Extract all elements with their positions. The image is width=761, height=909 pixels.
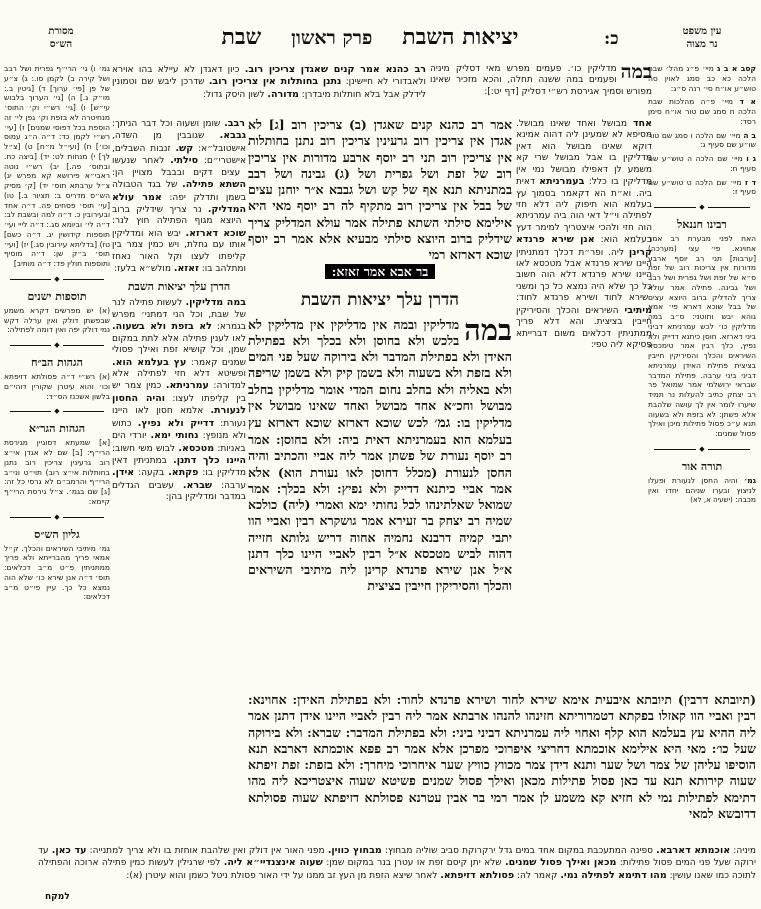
rashi-dibur-body: יבש הוא ומדליקין אותו עם גחלת, ויש כמין צמר בין קליפתו לעצו וקל האור נאחז ומתלהב בו: (112, 228, 246, 275)
rashi-dibur-body: כתוש ולא מנופץ: (112, 418, 246, 442)
rashi-dibur-body: אלמא חסון לאו היינו נעורת: (112, 406, 246, 429)
rashi-dibur-body: נר צריך שידליק ברוב היוצא מגוף הפתילה חוץ לנר: (112, 204, 242, 227)
rashi-dibur-body: כמין צמר יש בין קליפתו לעצו: (112, 381, 246, 404)
rashi-dibur-head: נתנן בחותלות אין צריכין רוב. (208, 76, 342, 88)
rashi-dibur-head: נחותי ימא. (150, 430, 199, 442)
rabbeinu-chananel-title: רבינו חננאל (677, 218, 727, 231)
ein-mishpat-body: מיי׳ פ״ג מהל׳ שבת הלכה כא כב סמג לאוין סה טוש״ע או״ח סי׳ רנה ס״ג: (648, 64, 756, 93)
rashi-dibur-head: סילתי. (170, 155, 199, 167)
tosafot-opening-word: במה (620, 64, 652, 83)
rashi-dibur-head: עץ בעלמא הוא. (112, 356, 187, 368)
rashi-dibur-head: היינו כלך דתנן. (173, 454, 246, 466)
section-divider: ◆ (10, 408, 104, 415)
rashi-dibur-head: גבבא. (219, 130, 246, 142)
mishnah-text: מדליקין ובמה אין מדליקין אין מדליקין לא בלכש ולא בחוסן ולא בכלך ולא בפתילת האידן ולא בפתילת המדבר ולא בירוקה שעל פני המים ולא בזפת ולא בשעוה ולא בשמן קיק ולא בשמן שריפה ולא באליה ולא בחלב נחום המדי אומר מדליקין בחלב מבושל וחכ״א אחד מבושל ואחד שאינו מבושל אין מדליקין בו: (248, 316, 512, 430)
rashi-dibur-body: ספינה המתעכבת במקום אחד במים גדל ירקרוקת סביב שוליה מבחוץ: (381, 846, 653, 856)
rashi-dibur-head: אוכמתא דארבא. (656, 845, 731, 856)
rashi-dibur-body: לשון היסק גדול: (203, 89, 265, 100)
ein-mishpat-entry (648, 64, 756, 93)
rashi-dibur-head: עמרניתא. (165, 380, 209, 392)
tosafot-column (516, 118, 652, 686)
tosafot-yeshanim-text: (א) יש מפרשים דקרא משמע שבפשתן דולק ואין ערלה דקש נמי דולק יפה ואין דומה לפתילה: (4, 305, 110, 335)
section-divider: ◆ (654, 204, 750, 211)
rashi-dibur-body: קאמר לה: (514, 870, 558, 881)
tosafot-dibur-head: אנן שירא פרנדא קרינן (516, 234, 652, 258)
rashi-dibur-head: מכאן ואילך פסול שמנים. (505, 857, 617, 869)
rashi-dibur-body: ערבה: (212, 480, 246, 491)
ein-mishpat-ref: ב ה (743, 130, 756, 140)
hagahot-habach-title: הגהות הב״ח (31, 356, 83, 369)
rashi-dibur-head: זאזא. (173, 263, 199, 275)
masoret-header-line2: הש״ס (49, 38, 73, 50)
gemara-column (248, 117, 512, 691)
rashi-text-a (112, 118, 246, 275)
torah-or-text (648, 476, 756, 506)
tosafot-yeshanim-title: תוספות ישנים (27, 289, 87, 303)
rashi-dibur-body: של בגד הטבולה בשמן ותדלק יפה: (112, 180, 246, 203)
rashi-dibur-body: בקעה: (134, 468, 165, 479)
rashi-dibur-head: שוכא דארזא. (185, 227, 246, 239)
rashi-dibur-head: רבב. (224, 118, 246, 129)
rashi-hadran: הדרן עלך יציאות השבת (127, 280, 231, 294)
tosafot-dibur-body: ליה. ופר״ת דכלך דמתניתין היינו שירא פרנדא אבל מטכסא לאו היינו שירא פרנדא דלא הוה חשוב כל כך שלא היה נמצא כל כך ומשני שירא לחוד ושירא פרנדא לחוד: (516, 247, 652, 304)
gemara-last-word: למאי (688, 805, 714, 821)
rashi-dibur-body: במתניתין דאין מדליקין בו: (112, 455, 246, 479)
section-divider: ◆ (654, 446, 750, 453)
rashi-dibur-head: מבחוץ כווין. (327, 845, 382, 856)
rabbeinu-chananel-text: האח לפני מבערת רב אמר אחוינא. פי׳ עצי (מערכה) [ערבות] תני רב יוסף ארבע מדורות אין צריכות רוב של זפת ס״א של זפת ושל גפרית ושל רבב ושל גבינה. פתילה אמר עולא צריך להדליק ברוב היוצא עצים של בבל שוכא דארא פי׳ אמא גוהא יבש וחוטני: ס״ב במה מדליקין כו׳ לכש עמרניתא דביני ביני דארזא. חוסן כיתנא דדייק ולא נפיץ, כלך רבין אמר טימכסא השיראים והכלך והסיריקין חייבין בציצית פתילת האידן עמרניתא דביני ביני ערבה. פתילת המדבר שבראי ירושלמי אמר שמואל פר רב יצחק כתיב להעלות נר תמיד שיערו לומר אין לך עושה שלהבת אלא פשתן: לא בזפת ולא בשעוה תנא ע״כ פסול פתילות מיכן ואילך פסול שמנים: (648, 234, 756, 438)
ein-mishpat-body: מיי׳ שם הלכה ה טוש״ע שם סעיף ח: (648, 154, 756, 173)
tosafot-dibur-body: מדליקין כו׳. פעמים מפרש מאי דסליק מיניה ופעמים במה ששנה תחלה, והכא מזכיר שאינו מפורש וסמיך אגירסת רש״י דסליק [דף יט:]: (430, 64, 652, 97)
rashi-dibur-body: לאו לענין פתילה אלא לתת במקום שמן, וכל קושיא זפת ואילך פסולי שמנים קאמר: (112, 333, 246, 368)
masoret-header-line1: מסורת (48, 26, 74, 37)
rashi-dibur-head: אמר עולא המדליק. (112, 191, 246, 215)
gilyon-hashas-title: גליון הש״ס (34, 527, 80, 541)
right-margin-column (648, 64, 756, 684)
rashi-dibur-body: לעשות פתילה לנר של שבת, וכל הני דמתני׳ מפרש בגמרא: (112, 298, 246, 333)
rashi-dibur-head: שעוה אינצנדיי״א ליה. (223, 857, 323, 869)
rashi-text-b (112, 297, 246, 503)
section-divider: ◆ (10, 514, 104, 521)
ein-mishpat-header (652, 26, 752, 51)
rashi-dibur-body: לאחר שנעשו עצים דקים ובבבל מצויין הן: (112, 156, 241, 178)
ein-mishpat-entry (648, 97, 756, 126)
rashi-dibur-body: שומן ושעוה וכל דבר הניתך: (112, 119, 221, 129)
rashi-dibur-head: פסולתא דזיפתא. (440, 869, 515, 881)
rashi-dibur-head: פקתא. (168, 467, 199, 479)
gemara-sugya-3-text: (תיובתא דרבין) תיובתא איבעית אימא שירא לחוד ושירא פרנדא לחוד: ולא בפתילת האידן: אחוינא: רבין ואביי הוו קאזלו בפקתא דטמרוריתא חזינהו להנהו ארבתא אמר ליה רבין לאביי היינו אידן דתנן אמר ליה ההיא עץ בעלמא הוא קלף ואחוי ליה עמרניתא דביני ביני: ולא בפתילת המדבר: שברא: ולא בירוקה שעל כו׳: מאי היא אילימא אוכמתא דחריצי איפרוכי מפרכן אלא אמר רב פפא אוכמתא דארבא תנא הוסיפו עליהן של צמר ושל שער ותנא דידן צמר מכווץ כוויץ שער איחרוכי מיחרך: ולא בזפת: זפת זיפתא שעוה קירותא תנא עד כאן פסול פתילות מכאן ואילך פסול שמנים פשיטא שעוה איצטריכא ליה מהו דתימא לפתילות נמי לא חזיא קא משמע לן אמר רמי בר אבין עטרנא פסולתא דזיפתא שעוה פסולתא דדובשא (248, 692, 756, 821)
tosafot-text (516, 118, 652, 351)
torah-or-marker: גמ׳ (743, 475, 756, 485)
rashi-dibur-head: והיה החסון לנעורת. (112, 392, 246, 417)
masoret-header (22, 26, 100, 51)
rashi-dibur-body: ופשיטא דלא חזי לפתילה אלא למדורה: (112, 369, 246, 392)
hagahot-hagra-text: [א] שמעתא דסוגיין מגירסת הרי״ף: [ב] שם לא אגדן אי״צ רוב גרעינין צריכין רוב נתנן בחותלות אי״צ רוב) תוי״ט וני״ב הרי״ף והרמב״ם לא גרסי כל זה: [ג] שם בגמ׳. צ״ל גירסת הרי״ף קיימא: (4, 438, 110, 506)
ein-mishpat-ref: א ד (739, 97, 756, 107)
gemara-wide-section (248, 692, 756, 840)
ein-mishpat-body: מיי׳ שם הלכה ט טוש״ע שם סעיף ז: (648, 177, 756, 197)
section-divider: ◆ (10, 342, 104, 349)
mishnah-opening-word: במה (464, 312, 512, 347)
rashi-dibur-head: עד כאן. (51, 845, 87, 856)
left-margin-column (4, 64, 110, 846)
ein-mishpat-header-line2: נר מצוה (686, 38, 718, 50)
gemara-sugya-1: אמר רב כהנא קנים שאגדן (ב) צריכין רוב [ג] לא אגדן אין צריכין רוב גרעינין צריכין רוב נתנן בחותלות אין צריכין רוב תני רב יוסף ארבע מדורות אין צריכין רוב של זפת ושל גפרית ושל (ג) גבינה ושל רבב במתניתא תנא אף של קש ושל גבבא א״ר יוחנן עצים של בבל אין צריכין רוב מתקיף לה רב יוסף מאי היא אילימא סילתי השתא פתילה אמר עולא המדליק צריך שידליק ברוב היוצא סילתי מבעיא אלא אמר רב יוסף שוכא דארזא רמי (248, 117, 512, 262)
rashi-dibur-body: כיון דאגדן לא עיילא בהו אוירא ולאבדורי לא חיישינן: (112, 65, 426, 88)
ein-mishpat-entry (648, 154, 756, 174)
rashi-dibur-body: מפני האור אין דולק ואין שלהבת אוחזת בו ולא צריך למתנייה: (86, 846, 325, 856)
rashi-dibur-head: שברא. (182, 479, 213, 491)
rashi-column (112, 118, 246, 844)
rashi-bottom-lines (38, 845, 756, 891)
tosafot-top-lines (430, 64, 652, 116)
tosafot-dibur-body: השיראים והכלך והסיריקין חייבין בציצית. והא דלא פריך ממתניתין דכלאים משום דברייתא פסיקא ליה טפי: (516, 305, 652, 351)
rashi-dibur-body: לאחר שיצא הזפת מן העץ זב ממנו על ידי האור פסולת ניטל כשמן והוא עיטרן (א): (126, 870, 438, 881)
rashi-dibur-head: השתא פתילה. (182, 179, 246, 191)
tosafot-dibur-body: מבושל ואחד שאינו מבושל. מסיפא לא שמעינן ליה דהוה אמינא דוקא שאינו מבושל הוא דאין מדליקין בו אבל מבושל שרי קא משמע לן דאפילו מבושל נמי אין מדליקין בו כלל: (516, 119, 652, 188)
hagahot-habach-text: (א) רש״י ד״ה פסולתא דזיפתא וכו׳ והוא עיטרן שקורין דוהי״ם בלשון אשכנז הס״ד: (4, 372, 110, 401)
rashi-dibur-head: מטכסא. (178, 442, 215, 454)
rashi-dibur-body: עד ירוקה שעל פני המים פסול פתילות: (38, 846, 756, 869)
daf-number: כ: (604, 29, 619, 49)
rashi-dibur-body: לבוש משי חשוב: (112, 443, 176, 454)
search-highlight: בר אבא אמר זאזא: (325, 264, 436, 279)
perek-title: יציאות השבת (402, 24, 519, 50)
section-divider: ◆ (10, 276, 104, 283)
torah-or-verse: והיה החסן לנעורת ופעלו לניצוץ ובערו שניהם יחדו ואין מכבה: (648, 475, 756, 505)
ein-mishpat-header-line1: עין משפט (682, 26, 722, 37)
rashi-dibur-body: עשבים הגדלים במדבר ומדליקין בהן: (112, 480, 246, 503)
ein-mishpat-entry (648, 131, 756, 151)
rashi-dibur-body: שלא יתן קיסם זפת או עטרן בנר במקום שמן: (322, 858, 502, 869)
rashi-dibur-head: במה מדליקין. (185, 297, 246, 309)
page-title-row (150, 24, 590, 50)
rashi-dibur-body: מולש״א בלעז: (114, 264, 171, 275)
ein-mishpat-entries (648, 64, 756, 197)
rashi-dibur-body: זנבות השבלים, אישטרי״ם: (112, 143, 246, 167)
ein-mishpat-ref: ג ו (746, 154, 756, 163)
catchword: למקח (45, 892, 70, 902)
masoret-hashas-text: גמ׳ ו) גי׳ הרי״ף גפרית ושל רבב ושל קירה ב) לקמן סו.: ג) צ״ע של פן [פי׳ ערוך] ד) [גיטין ב.: מו״ק ג.] ה) [גי׳ הערוך בלבוש עי״ש] ו) [גי׳ רש״י וק׳ התוס׳ מנחיטרה לא בזפת וק׳ גפן לי׳ זה הוספת בכל דפוסי שמנים] ז) [עי׳ רש״י לקמן כד: ד״ה ה״ג עמוס וכו׳] ח) [ועי״ל מ״ח] ט) [צ״ל לך] י) מנחות לט: יד) [ביצה כח. ובתוס׳ פה.] יב) רש״י נוטה ראבי״א פירושא קא מפרש יג) צ״ל ערבתא תוס׳ יד) [ק׳ מסיק הש״ס מדריס ב: תציור ב.] טו) [עי׳ תוס׳ פסחים פה. ד״ה אחד ובעירובין כ. ד״ה למה ובשבת לב: ד״ה לי׳ וביומא סג.: ד״ה לייי ועי׳ תוספות קידושין יג. ד״ה כשם] טז) [בדליתא עירובין סג.] יז) [ועי׳ תוס׳ ב״ק שן: ד״ה מוסיף ותוספות חולין פד: ד״ה מותיב] (4, 64, 110, 268)
rashi-dibur-body: יורדי הים באניות: (112, 431, 246, 454)
torah-or-source: (ישעיה א, לא) (690, 496, 733, 505)
rashi-dibur-body: שדרכן ליבש שם וטמונין לידלק אבל בלא חותלות מיבדרן: (112, 77, 426, 100)
rashi-dibur-head: מדורה. (267, 88, 299, 100)
ein-mishpat-body: מיי׳ פ״ה מהלכות שבת הלכה ח סמג שם טור או״ח סימן רסד: (648, 97, 756, 126)
mishnah-and-gemara (248, 312, 512, 595)
gemara-sugya-2: לכש שוכא דארזא שוכא דארזא עץ בעלמא הוא בעמרניתא דאית ביה: ולא בחוסן: אמר רב יוסף נעורת של פשתן אמר ליה אביי והכתיב והיה החסן לנעורת (מכלל דחוסן לאו נעורת הוא) אלא אמר אביי כיתנא דדייק ולא נפיץ: ולא בכלך: אמר שמואל שאלתינהו לכל נחותי ימא ואמרי (ליה) כולכא שמיה רב יצחק בר זעירא אמר גושקרא רבין ואביי הוו יתבי קמיה דרבנא נחמיה אחוה דריש גלותא חזייה דהוה לביש מטכסא א״ל רבין לאביי היינו כלך דתנן א״ל אנן שירא פרנדא קרינן ליה מיתיבי השיראים והכלך והסיריקין חייבין בציצית (248, 415, 512, 594)
tosafot-dibur-head: אחד (632, 118, 652, 129)
tosafot-dibur-head: בעמרניתא (539, 176, 585, 188)
tosafot-dibur-head: מיתיבי (624, 304, 652, 316)
gilyon-hashas-text: גמ׳ מיתיבי השיראים והכלך. ק״ל אמאי פריך מהברייתא ולא פריך ממתניתין פ״ט מ״ב דכלאים: תוס׳ ד״ה אנן שירא כו׳ שלא הוה נמצא כל כך. עיין פי״ט מ״ב דכלאים: (4, 543, 110, 602)
rashi-dibur-head: לא בזפת ולא בשעוה. (112, 321, 212, 333)
masechet-title: שבת (221, 24, 262, 50)
rashi-dibur-head: אידן. (112, 467, 135, 479)
hagahot-hagra-title: הגהות הגר״א (28, 422, 86, 436)
rashi-dibur-head: דדייק ולא נפיץ. (137, 417, 215, 429)
rashi-dibur-body: לפי שרגילין לעשות כמין פתילה ארוכה והפתילה לתוכה כמו שאנו עושין: (38, 858, 756, 881)
rashi-dibur-head: קש. (175, 142, 194, 154)
highlighted-line (248, 264, 512, 280)
ein-mishpat-body: מיי׳ שם הלכה ו סמג שם טור שו״ע שם סעיף ג: (648, 130, 756, 150)
ein-mishpat-ref: קסב א ב ג (717, 64, 756, 73)
rashi-dibur-head: רב כהנא אמר קנים שאגדן צריכין רוב. (244, 64, 426, 75)
gemara-marker: גמ׳ (434, 415, 451, 431)
tosafot-dibur-body: דאית ביה. וא״ת הא דקאמר בסמוך עץ בעלמא הוא תיפוק ליה דלא חזי לפתילה וי״ל דאי הוה ביה עמרניתא הוה חזי ולהכי איצטריך למימר דעץ בעלמא הוא: (516, 177, 652, 246)
rashi-dibur-body: מיניה: (730, 846, 756, 856)
torah-or-title: תורה אור (681, 459, 723, 473)
ein-mishpat-ref: ד ז (744, 177, 756, 187)
hadran-title: הדרן עלך יציאות השבת (300, 289, 460, 310)
ein-mishpat-entry (648, 178, 756, 198)
perek-number: פרק ראשון (291, 27, 373, 49)
rashi-dibur-body: שגובבין מן השדה, אישטובל״א: (112, 131, 246, 154)
rashi-dibur-head: מהו דתימא לפתילה נמי. (560, 869, 667, 881)
gemara-sugya-3 (248, 692, 756, 822)
rashi-top-lines (112, 64, 426, 116)
